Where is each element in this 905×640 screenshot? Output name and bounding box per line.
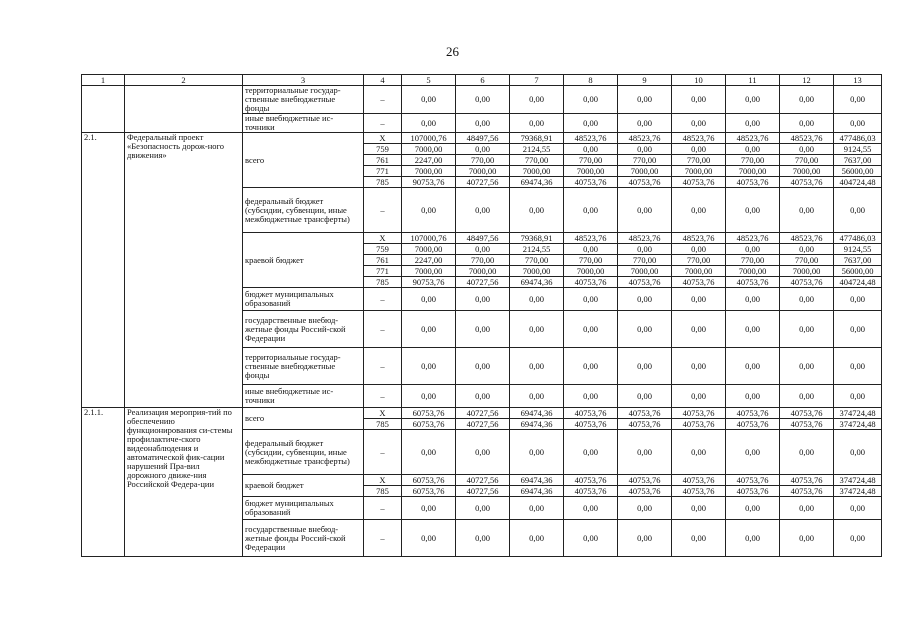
value-cell: 60753,76 [402,419,456,430]
value-cell: 0,00 [780,86,834,114]
value-cell: 7000,00 [726,166,780,177]
value-cell: 40753,76 [618,475,672,486]
code-cell: Х [364,475,402,486]
value-cell: 0,00 [780,288,834,311]
value-cell: 0,00 [726,520,780,557]
value-cell: 40727,56 [456,419,510,430]
value-cell: 40753,76 [672,475,726,486]
code-cell: – [364,520,402,557]
value-cell: 90753,76 [402,277,456,288]
value-cell: 40753,76 [780,177,834,188]
value-cell: 0,00 [618,311,672,348]
header-cell: 2 [125,75,243,86]
value-cell: 0,00 [834,520,882,557]
value-cell: 0,00 [402,114,456,133]
value-cell: 40753,76 [780,486,834,497]
value-cell: 0,00 [672,144,726,155]
value-cell: 0,00 [510,520,564,557]
value-cell: 0,00 [456,244,510,255]
value-cell: 0,00 [456,144,510,155]
value-cell: 79368,91 [510,233,564,244]
value-cell: 7000,00 [456,266,510,277]
value-cell: 0,00 [780,311,834,348]
value-cell: 0,00 [402,188,456,233]
value-cell: 9124,55 [834,244,882,255]
value-cell: 0,00 [834,348,882,385]
value-cell: 79368,91 [510,133,564,144]
header-cell: 10 [672,75,726,86]
value-cell: 48497,56 [456,233,510,244]
value-cell: 0,00 [456,348,510,385]
code-cell: 761 [364,255,402,266]
value-cell: 0,00 [510,288,564,311]
value-cell: 374724,48 [834,486,882,497]
value-cell: 40753,76 [672,177,726,188]
value-cell: 0,00 [726,144,780,155]
section-title: Федеральный проект «Безопасность дорож-ного движения» [125,133,243,408]
value-cell: 374724,48 [834,408,882,419]
value-cell: 0,00 [564,430,618,475]
value-cell: 0,00 [726,86,780,114]
table-body [82,75,882,557]
value-cell: 0,00 [834,385,882,408]
code-cell: – [364,348,402,385]
section-title: Реализация мероприя-тий по обеспечению функционирования си-стемы профилактиче-ского видеонаблюдения и автоматической фик-сации нарушений Пра-вил дорожного движе-ния Российской Федера-ции [125,408,243,557]
header-cell: 3 [243,75,364,86]
value-cell: 0,00 [618,497,672,520]
code-cell: Х [364,133,402,144]
value-cell: 0,00 [564,188,618,233]
value-cell: 40753,76 [618,408,672,419]
value-cell: 69474,36 [510,408,564,419]
value-cell: 0,00 [834,86,882,114]
value-cell: 2247,00 [402,255,456,266]
value-cell: 0,00 [564,348,618,385]
value-cell: 7637,00 [834,155,882,166]
value-cell: 0,00 [780,144,834,155]
value-cell: 0,00 [726,311,780,348]
value-cell: 48497,56 [456,133,510,144]
value-cell: 0,00 [510,497,564,520]
value-cell: 48523,76 [780,133,834,144]
code-cell: – [364,86,402,114]
value-cell: 40753,76 [672,277,726,288]
value-cell: 0,00 [726,188,780,233]
value-cell: 9124,55 [834,144,882,155]
code-cell: 785 [364,419,402,430]
code-cell: – [364,288,402,311]
value-cell: 770,00 [564,155,618,166]
value-cell: 0,00 [726,385,780,408]
value-cell: 40753,76 [780,475,834,486]
value-cell: 0,00 [780,348,834,385]
value-cell: 7000,00 [402,166,456,177]
value-cell: 770,00 [780,155,834,166]
value-cell: 0,00 [834,288,882,311]
value-cell: 0,00 [510,311,564,348]
value-cell: 0,00 [780,244,834,255]
value-cell: 770,00 [564,255,618,266]
value-cell: 0,00 [672,86,726,114]
value-cell: 0,00 [834,311,882,348]
row-label: краевой бюджет [243,233,364,288]
value-cell: 0,00 [834,188,882,233]
code-cell: – [364,385,402,408]
value-cell: 0,00 [564,311,618,348]
value-cell: 2124,55 [510,144,564,155]
value-cell: 0,00 [564,86,618,114]
row-label: территориальные государ-ственные внебюджетные фонды [243,348,364,385]
value-cell: 40727,56 [456,486,510,497]
value-cell: 48523,76 [780,233,834,244]
value-cell: 0,00 [510,385,564,408]
value-cell: 56000,00 [834,266,882,277]
value-cell: 770,00 [726,155,780,166]
value-cell: 0,00 [618,86,672,114]
header-cell: 4 [364,75,402,86]
value-cell: 40753,76 [564,277,618,288]
header-cell: 9 [618,75,672,86]
empty-cell [82,86,125,133]
value-cell: 0,00 [456,520,510,557]
value-cell: 0,00 [564,520,618,557]
value-cell: 69474,36 [510,475,564,486]
value-cell: 0,00 [618,288,672,311]
code-cell: 785 [364,486,402,497]
value-cell: 40727,56 [456,177,510,188]
value-cell: 69474,36 [510,419,564,430]
value-cell: 69474,36 [510,486,564,497]
value-cell: 40753,76 [618,419,672,430]
value-cell: 7000,00 [402,244,456,255]
code-cell: 771 [364,166,402,177]
header-cell: 8 [564,75,618,86]
value-cell: 40727,56 [456,277,510,288]
value-cell: 0,00 [618,144,672,155]
value-cell: 0,00 [510,114,564,133]
value-cell: 40753,76 [564,419,618,430]
value-cell: 0,00 [834,430,882,475]
value-cell: 0,00 [456,430,510,475]
row-label: бюджет муниципальных образований [243,497,364,520]
value-cell: 69474,36 [510,177,564,188]
value-cell: 0,00 [672,497,726,520]
value-cell: 0,00 [780,497,834,520]
value-cell: 0,00 [618,114,672,133]
value-cell: 0,00 [402,430,456,475]
row-label: бюджет муниципальных образований [243,288,364,311]
value-cell: 90753,76 [402,177,456,188]
value-cell: 0,00 [564,144,618,155]
value-cell: 0,00 [402,520,456,557]
value-cell: 0,00 [618,385,672,408]
value-cell: 40753,76 [726,419,780,430]
value-cell: 60753,76 [402,475,456,486]
header-cell: 6 [456,75,510,86]
value-cell: 40753,76 [564,486,618,497]
value-cell: 40753,76 [564,177,618,188]
value-cell: 107000,76 [402,133,456,144]
value-cell: 0,00 [456,114,510,133]
value-cell: 0,00 [402,497,456,520]
code-cell: – [364,188,402,233]
value-cell: 0,00 [402,348,456,385]
value-cell: 770,00 [510,155,564,166]
value-cell: 0,00 [726,497,780,520]
value-cell: 107000,76 [402,233,456,244]
value-cell: 404724,48 [834,177,882,188]
value-cell: 7000,00 [510,166,564,177]
value-cell: 56000,00 [834,166,882,177]
value-cell: 0,00 [456,288,510,311]
code-cell: 771 [364,266,402,277]
value-cell: 770,00 [726,255,780,266]
value-cell: 770,00 [618,255,672,266]
value-cell: 0,00 [834,497,882,520]
value-cell: 0,00 [456,385,510,408]
row-label: федеральный бюджет (субсидии, субвенции, иные межбюджетные трансферты) [243,188,364,233]
table-row [82,408,882,419]
code-cell: – [364,430,402,475]
value-cell: 0,00 [618,520,672,557]
value-cell: 0,00 [456,311,510,348]
value-cell: 40753,76 [672,408,726,419]
header-cell: 5 [402,75,456,86]
value-cell: 40753,76 [726,475,780,486]
value-cell: 40753,76 [618,177,672,188]
value-cell: 0,00 [780,114,834,133]
value-cell: 0,00 [780,385,834,408]
value-cell: 40727,56 [456,408,510,419]
value-cell: 0,00 [834,114,882,133]
header-cell: 11 [726,75,780,86]
value-cell: 7000,00 [672,166,726,177]
value-cell: 7000,00 [402,266,456,277]
section-id: 2.1. [82,133,125,408]
table-row [82,133,882,144]
value-cell: 7000,00 [672,266,726,277]
row-label: краевой бюджет [243,475,364,497]
value-cell: 48523,76 [618,133,672,144]
value-cell: 770,00 [456,255,510,266]
code-cell: 759 [364,144,402,155]
value-cell: 0,00 [672,188,726,233]
code-cell: – [364,497,402,520]
value-cell: 770,00 [672,155,726,166]
header-row [82,75,882,86]
value-cell: 7000,00 [510,266,564,277]
value-cell: 0,00 [726,244,780,255]
value-cell: 0,00 [402,86,456,114]
value-cell: 0,00 [564,114,618,133]
value-cell: 0,00 [618,244,672,255]
value-cell: 374724,48 [834,475,882,486]
row-label: всего [243,133,364,188]
value-cell: 40753,76 [726,277,780,288]
value-cell: 477486,03 [834,133,882,144]
value-cell: 40753,76 [564,475,618,486]
value-cell: 374724,48 [834,419,882,430]
value-cell: 48523,76 [564,133,618,144]
value-cell: 69474,36 [510,277,564,288]
value-cell: 0,00 [672,348,726,385]
value-cell: 40753,76 [618,486,672,497]
value-cell: 0,00 [564,497,618,520]
value-cell: 0,00 [510,430,564,475]
row-label: государственные внебюд-жетные фонды Россий-ской Федерации [243,520,364,557]
code-cell: 785 [364,277,402,288]
value-cell: 40753,76 [618,277,672,288]
row-label: всего [243,408,364,430]
value-cell: 48523,76 [672,133,726,144]
value-cell: 7000,00 [564,266,618,277]
value-cell: 0,00 [402,385,456,408]
value-cell: 7000,00 [780,166,834,177]
value-cell: 770,00 [780,255,834,266]
value-cell: 7000,00 [564,166,618,177]
row-label: территориальные государ-ственные внебюджетные фонды [243,86,364,114]
table-row [82,86,882,114]
header-cell: 13 [834,75,882,86]
value-cell: 0,00 [456,86,510,114]
value-cell: 0,00 [672,385,726,408]
value-cell: 0,00 [618,188,672,233]
value-cell: 0,00 [780,520,834,557]
value-cell: 770,00 [456,155,510,166]
value-cell: 48523,76 [672,233,726,244]
value-cell: 7000,00 [726,266,780,277]
budget-table [81,74,882,557]
value-cell: 40727,56 [456,475,510,486]
value-cell: 7000,00 [618,266,672,277]
value-cell: 0,00 [510,188,564,233]
value-cell: 40753,76 [726,486,780,497]
value-cell: 40753,76 [780,419,834,430]
code-cell: 761 [364,155,402,166]
section-id: 2.1.1. [82,408,125,557]
value-cell: 0,00 [510,348,564,385]
code-cell: Х [364,408,402,419]
value-cell: 40753,76 [564,408,618,419]
value-cell: 40753,76 [726,177,780,188]
value-cell: 48523,76 [618,233,672,244]
value-cell: 477486,03 [834,233,882,244]
value-cell: 0,00 [726,114,780,133]
header-cell: 12 [780,75,834,86]
row-label: иные внебюджетные ис-точники [243,385,364,408]
header-cell: 1 [82,75,125,86]
value-cell: 0,00 [672,520,726,557]
value-cell: 770,00 [510,255,564,266]
value-cell: 0,00 [618,348,672,385]
value-cell: 770,00 [672,255,726,266]
value-cell: 7000,00 [618,166,672,177]
value-cell: 60753,76 [402,408,456,419]
empty-cell [125,86,243,133]
value-cell: 0,00 [726,348,780,385]
value-cell: 0,00 [456,188,510,233]
value-cell: 7000,00 [402,144,456,155]
value-cell: 0,00 [672,311,726,348]
value-cell: 2124,55 [510,244,564,255]
row-label: федеральный бюджет (субсидии, субвенции, иные межбюджетные трансферты) [243,430,364,475]
value-cell: 0,00 [726,430,780,475]
value-cell: 0,00 [780,430,834,475]
value-cell: 40753,76 [672,486,726,497]
value-cell: 7000,00 [780,266,834,277]
value-cell: 48523,76 [726,133,780,144]
row-label: государственные внебюд-жетные фонды Россий-ской Федерации [243,311,364,348]
value-cell: 0,00 [726,288,780,311]
value-cell: 0,00 [564,288,618,311]
code-cell: Х [364,233,402,244]
code-cell: 785 [364,177,402,188]
value-cell: 0,00 [672,244,726,255]
value-cell: 0,00 [618,430,672,475]
value-cell: 0,00 [672,288,726,311]
value-cell: 0,00 [672,114,726,133]
value-cell: 0,00 [780,188,834,233]
value-cell: 2247,00 [402,155,456,166]
value-cell: 48523,76 [726,233,780,244]
value-cell: 0,00 [672,430,726,475]
value-cell: 7000,00 [456,166,510,177]
value-cell: 404724,48 [834,277,882,288]
value-cell: 40753,76 [780,408,834,419]
value-cell: 770,00 [618,155,672,166]
value-cell: 0,00 [456,497,510,520]
row-label: иные внебюджетные ис-точники [243,114,364,133]
page-number: 26 [446,44,459,59]
value-cell: 60753,76 [402,486,456,497]
code-cell: – [364,311,402,348]
value-cell: 40753,76 [672,419,726,430]
value-cell: 7637,00 [834,255,882,266]
value-cell: 0,00 [564,385,618,408]
value-cell: 40753,76 [726,408,780,419]
value-cell: 0,00 [402,311,456,348]
value-cell: 40753,76 [780,277,834,288]
value-cell: 0,00 [564,244,618,255]
code-cell: 759 [364,244,402,255]
header-cell: 7 [510,75,564,86]
value-cell: 0,00 [402,288,456,311]
value-cell: 0,00 [510,86,564,114]
code-cell: – [364,114,402,133]
value-cell: 48523,76 [564,233,618,244]
